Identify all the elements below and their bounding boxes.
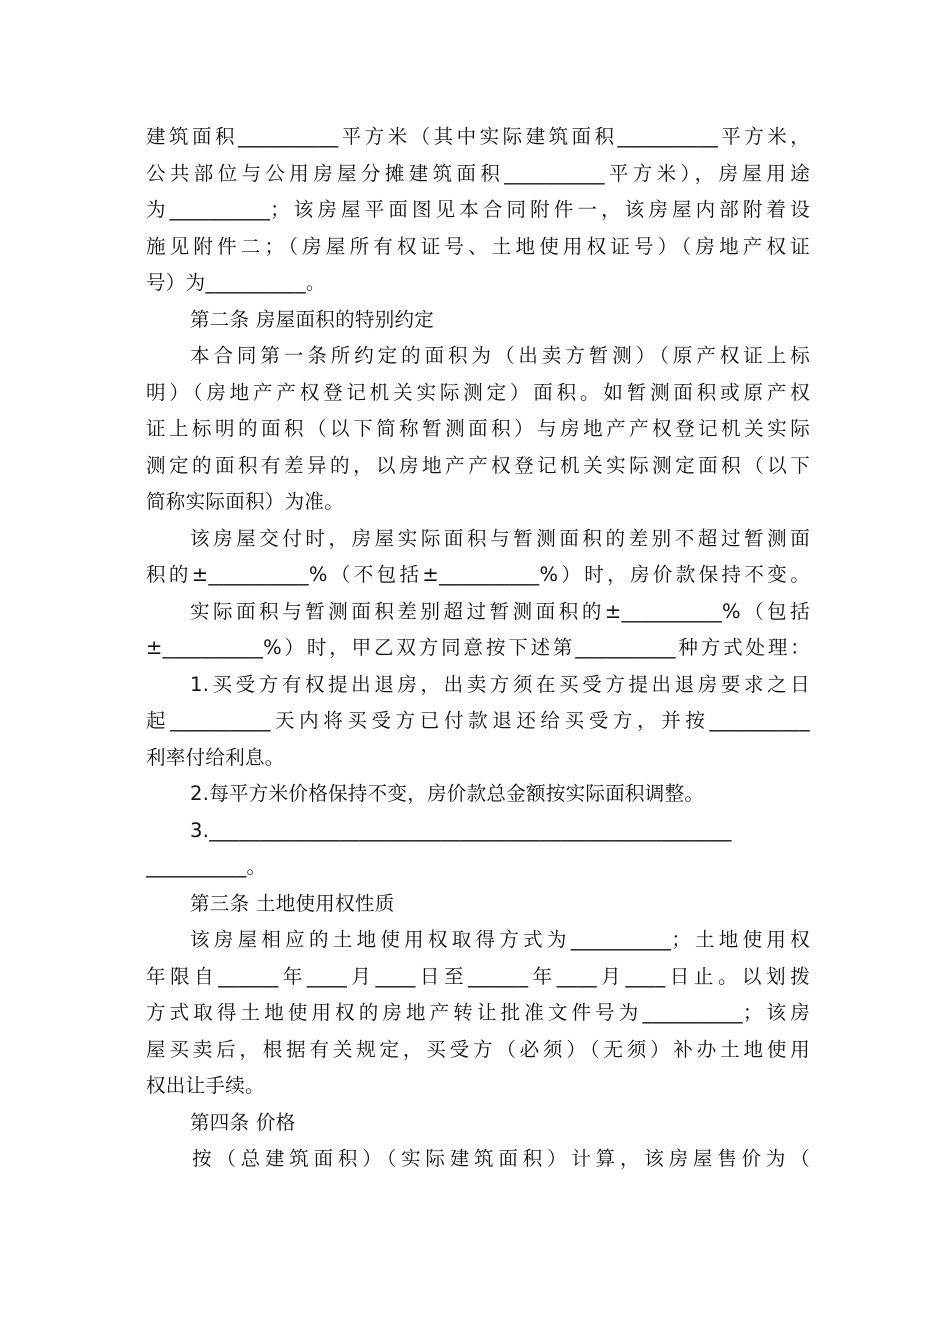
text-line-2: 公共部位与公用房屋分摊建筑面积__________平方米），房屋用途 — [146, 161, 810, 185]
text-line-12: 该房屋交付时，房屋实际面积与暂测面积的差别不超过暂测面 — [190, 526, 810, 550]
text-line-27: 权出让手续。 — [146, 1074, 265, 1097]
text-line-23: 该房屋相应的土地使用权取得方式为__________；土地使用权 — [190, 928, 810, 951]
section-heading-article-3: 第三条 土地使用权性质 — [190, 891, 395, 915]
section-heading-article-4: 第四条 价格 — [190, 1110, 296, 1134]
text-line-1: 建筑面积__________平方米（其中实际建筑面积__________平方米， — [146, 125, 810, 148]
text-line-19: 2.每平方米价格保持不变，房价款总金额按实际面积调整。 — [190, 782, 705, 805]
text-line-14: 实际面积与暂测面积差别超过暂测面积的±__________%（包括 — [190, 599, 810, 623]
text-line-11: 简称实际面积）为准。 — [146, 490, 345, 513]
contract-text — [146, 119, 810, 1178]
text-line-16: 1.买受方有权提出退房，出卖方须在买受方提出退房要求之日 — [190, 672, 810, 696]
text-line-20: 3.____________________________________________________ — [190, 818, 732, 842]
text-line-7: 本合同第一条所约定的面积为（出卖方暂测）（原产权证上标 — [190, 344, 810, 367]
text-line-18: 利率付给利息。 — [146, 745, 285, 769]
section-heading-article-2: 第二条 房屋面积的特别约定 — [190, 307, 435, 331]
text-line-29: 按（总建筑面积）（实际建筑面积）计算，该房屋售价为（ — [192, 1147, 810, 1170]
text-line-21: __________。 — [146, 855, 267, 878]
text-line-26: 屋买卖后，根据有关规定，买受方（必须）（无须）补办土地使用 — [146, 1037, 810, 1061]
text-line-8: 明）（房地产产权登记机关实际测定）面积。如暂测面积或原产权 — [146, 380, 810, 404]
text-line-15: ±__________%）时，甲乙双方同意按下述第__________种方式处理： — [146, 636, 810, 659]
text-line-4: 施见附件二；（房屋所有权证号、土地使用权证号）（房地产权证 — [146, 234, 810, 258]
text-line-24: 年限自______年____月____日至______年____月____日止。以划拨 — [146, 964, 810, 988]
text-line-13: 积的±__________%（不包括±__________%）时，房价款保持不变。 — [146, 563, 810, 586]
text-line-9: 证上标明的面积（以下简称暂测面积）与房地产产权登记机关实际 — [146, 417, 810, 440]
text-line-25: 方式取得土地使用权的房地产转让批准文件号为__________；该房 — [146, 1001, 810, 1024]
text-line-17: 起__________天内将买受方已付款退还给买受方，并按__________ — [146, 709, 810, 732]
text-line-5: 号）为__________。 — [146, 271, 326, 294]
text-line-10: 测定的面积有差异的，以房地产产权登记机关实际测定面积（以下 — [146, 453, 810, 477]
text-line-3: 为__________；该房屋平面图见本合同附件一，该房屋内部附着设 — [146, 198, 810, 221]
